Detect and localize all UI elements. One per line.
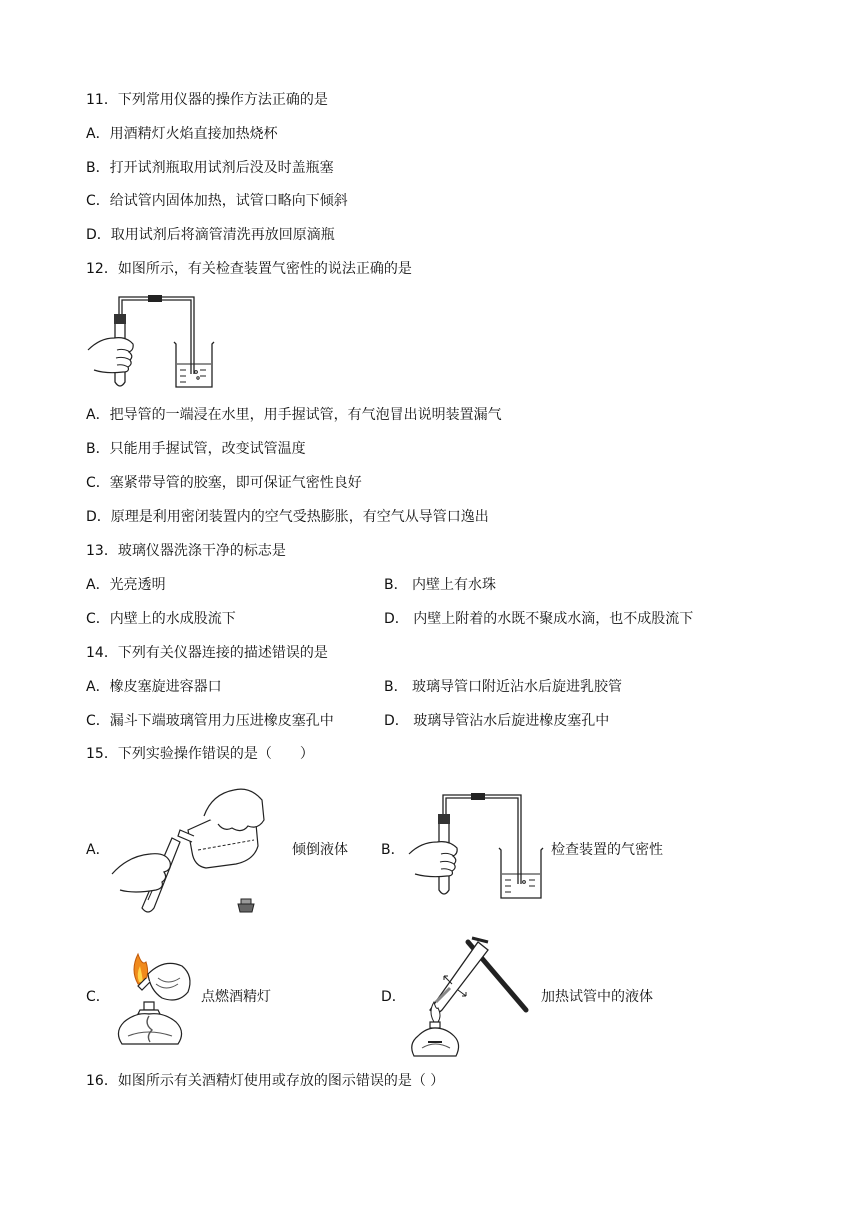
q13-option-b: B． 内壁上有水珠 xyxy=(384,577,497,593)
q11-stem: 11．下列常用仪器的操作方法正确的是 xyxy=(86,92,328,108)
q12-option-b: B．只能用手握试管，改变试管温度 xyxy=(86,441,306,457)
q15-option-c-caption: 点燃酒精灯 xyxy=(201,989,271,1005)
q11-option-a: A．用酒精灯火焰直接加热烧杯 xyxy=(86,126,278,142)
q11-option-d: D．取用试剂后将滴管清洗再放回原滴瓶 xyxy=(86,227,335,243)
pouring-liquid-figure xyxy=(108,780,276,916)
q13-option-c: C．内壁上的水成股流下 xyxy=(86,611,236,627)
q12-option-d: D．原理是利用密闭装置内的空气受热膨胀，有空气从导管口逸出 xyxy=(86,509,489,525)
q15-option-b-letter: B． xyxy=(381,842,405,858)
q12-option-c: C．塞紧带导管的胶塞，即可保证气密性良好 xyxy=(86,475,362,491)
q15-option-d-letter: D． xyxy=(381,989,406,1005)
q11-option-c: C．给试管内固体加热，试管口略向下倾斜 xyxy=(86,193,348,209)
q13-option-a: A．光亮透明 xyxy=(86,577,166,593)
q15-option-b-caption: 检查装置的气密性 xyxy=(551,842,663,858)
q15-option-c-letter: C． xyxy=(86,989,110,1005)
q15-option-a-letter: A． xyxy=(86,842,110,858)
q12-stem: 12．如图所示，有关检查装置气密性的说法正确的是 xyxy=(86,261,412,277)
lighting-alcohol-lamp-figure xyxy=(108,944,200,1048)
q15-stem: 15．下列实验操作错误的是（ ） xyxy=(86,746,314,762)
q12-option-a: A．把导管的一端浸在水里，用手握试管，有气泡冒出说明装置漏气 xyxy=(86,407,502,423)
q14-option-d: D． 玻璃导管沾水后旋进橡皮塞孔中 xyxy=(384,713,610,729)
q14-option-c: C．漏斗下端玻璃管用力压进橡皮塞孔中 xyxy=(86,713,334,729)
q15-option-d-caption: 加热试管中的液体 xyxy=(541,989,653,1005)
airtightness-check-figure xyxy=(407,790,557,902)
q13-option-d: D． 内壁上附着的水既不聚成水滴，也不成股流下 xyxy=(384,611,694,627)
q14-option-b: B． 玻璃导管口附近沾水后旋进乳胶管 xyxy=(384,679,623,695)
q14-stem: 14．下列有关仪器连接的描述错误的是 xyxy=(86,645,328,661)
q15-option-a-caption: 倾倒液体 xyxy=(292,842,348,858)
q13-stem: 13．玻璃仪器洗涤干净的标志是 xyxy=(86,543,286,559)
q11-option-b: B．打开试剂瓶取用试剂后没及时盖瓶塞 xyxy=(86,160,334,176)
airtightness-apparatus-figure xyxy=(86,292,226,392)
q16-stem: 16．如图所示有关酒精灯使用或存放的图示错误的是（ ） xyxy=(86,1073,445,1089)
q14-option-a: A．橡皮塞旋进容器口 xyxy=(86,679,222,695)
heating-liquid-in-tube-figure xyxy=(408,932,532,1060)
